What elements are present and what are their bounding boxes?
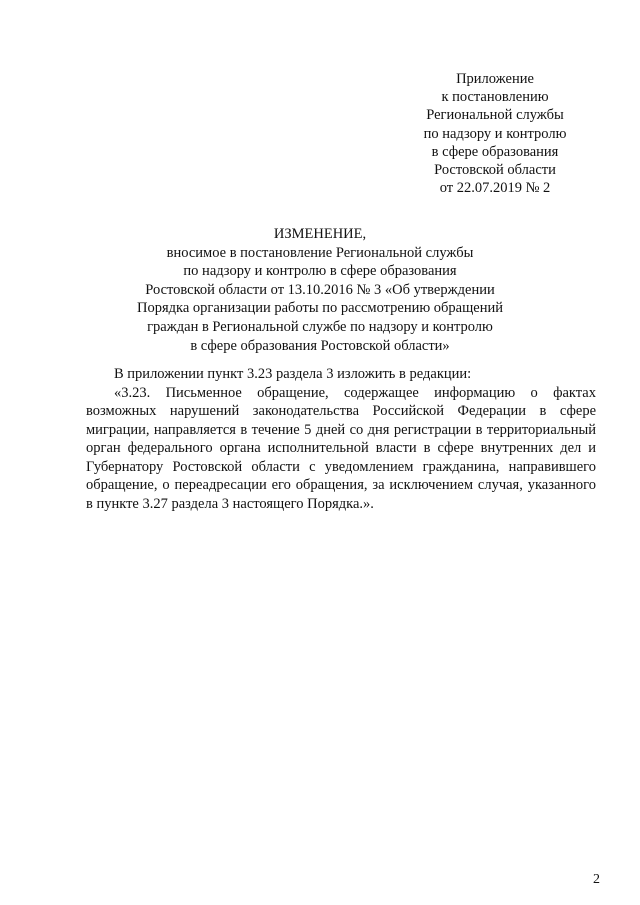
title-line: Ростовской области от 13.10.2016 № 3 «Об утверждении	[145, 281, 495, 298]
amendment-paragraph: «3.23. Письменное обращение, содержащее информацию о фактах возможных нарушений законодательства Российской Федерации в сфере миграции, направляется в течение 5 дней со дня регистрации в территориальный орган федерального органа исполнительной власти в сфере внутренних дел и Губернатору Ростовской области с уведомлением гражданина, направившего обращение, о переадресации его обращения, за исключением случая, указанного в пункте 3.27 раздела 3 настоящего Порядка.».	[86, 384, 596, 512]
title-line: граждан в Региональной службе по надзору и контролю	[147, 318, 493, 335]
title-heading: ИЗМЕНЕНИЕ,	[273, 226, 367, 242]
intro-paragraph: В приложении пункт 3.23 раздела 3 изложить в редакции:	[114, 366, 472, 382]
appendix-line: Ростовской области	[434, 162, 556, 179]
document-title	[80, 225, 560, 355]
title-line: по надзору и контролю в сфере образования	[183, 263, 457, 280]
appendix-line: Региональной службы	[426, 107, 564, 124]
title-line: в сфере образования Ростовской области»	[190, 337, 450, 354]
appendix-line: от 22.07.2019 № 2	[439, 180, 551, 197]
appendix-header	[400, 70, 590, 197]
title-line: Порядка организации работы по рассмотрению обращений	[137, 300, 503, 317]
document-body	[86, 365, 596, 513]
appendix-line: к постановлению	[441, 89, 549, 106]
appendix-line: Приложение	[456, 71, 534, 87]
title-line: вносимое в постановление Региональной службы	[166, 244, 474, 261]
appendix-line: в сфере образования	[431, 143, 559, 160]
page-number: 2	[593, 872, 600, 887]
appendix-line: по надзору и контролю	[423, 125, 567, 142]
